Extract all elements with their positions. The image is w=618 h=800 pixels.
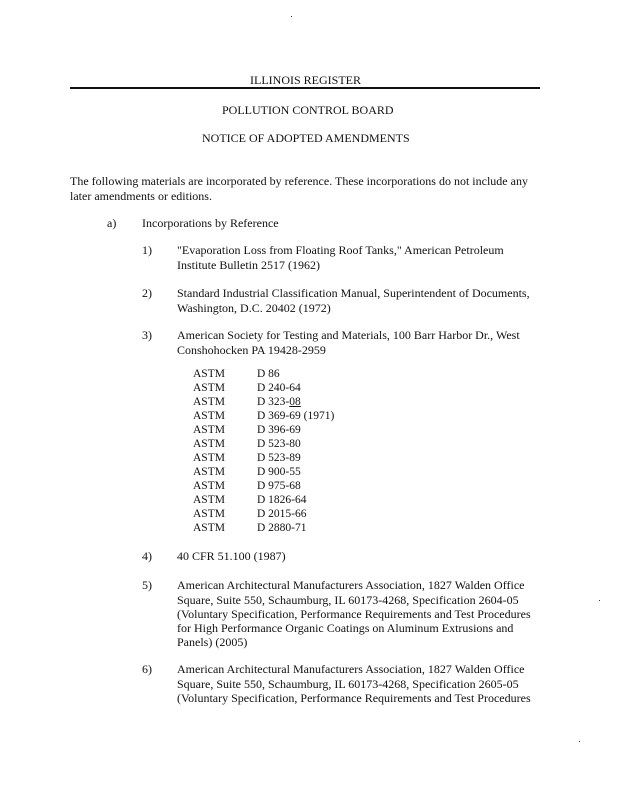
astm-row xyxy=(193,466,301,479)
scan-speck xyxy=(579,741,580,742)
item-number: 3) xyxy=(142,328,152,342)
item-number: 4) xyxy=(142,549,152,563)
astm-row xyxy=(193,410,334,423)
section-number: a) xyxy=(107,216,117,230)
astm-org: ASTM xyxy=(193,424,225,436)
astm-org: ASTM xyxy=(193,396,225,408)
astm-org: ASTM xyxy=(193,508,225,520)
astm-org: ASTM xyxy=(193,494,225,506)
astm-standard: D 523-89 xyxy=(257,452,301,464)
item-text-line: for High Performance Organic Coatings on Aluminum Extrusions and xyxy=(177,621,514,635)
scan-speck xyxy=(291,16,292,17)
item-number: 2) xyxy=(142,286,152,300)
astm-standard-amended-year: 08 xyxy=(289,396,301,408)
astm-standard: D 369-69 (1971) xyxy=(257,410,335,422)
item-number: 1) xyxy=(142,243,152,257)
item-text-line: 40 CFR 51.100 (1987) xyxy=(177,549,286,563)
astm-org: ASTM xyxy=(193,410,225,422)
astm-standard: D 2015-66 xyxy=(257,508,307,520)
register-title: ILLINOIS REGISTER xyxy=(250,73,361,87)
astm-standard: D 900-55 xyxy=(257,466,301,478)
item-number: 5) xyxy=(142,578,152,592)
scan-speck xyxy=(599,600,600,601)
astm-standard: D 240-64 xyxy=(257,382,301,394)
astm-org: ASTM xyxy=(193,382,225,394)
item-text-line: Conshohocken PA 19428-2959 xyxy=(177,343,326,357)
astm-row xyxy=(193,494,307,507)
item-text-line: (Voluntary Specification, Performance Requirements and Test Procedures xyxy=(177,691,531,705)
astm-org: ASTM xyxy=(193,438,225,450)
astm-org: ASTM xyxy=(193,368,225,380)
astm-row xyxy=(193,396,301,409)
item-text-line: Institute Bulletin 2517 (1962) xyxy=(177,258,320,272)
item-text-line: American Architectural Manufacturers Association, 1827 Walden Office xyxy=(177,662,525,676)
astm-org: ASTM xyxy=(193,480,225,492)
astm-row xyxy=(193,424,301,437)
item-text-line: Square, Suite 550, Schaumburg, IL 60173-4268, Specification 2604-05 xyxy=(177,593,519,607)
astm-org: ASTM xyxy=(193,452,225,464)
item-text-line: Panels) (2005) xyxy=(177,635,248,649)
item-text-line: (Voluntary Specification, Performance Requirements and Test Procedures xyxy=(177,607,531,621)
section-title: Incorporations by Reference xyxy=(142,216,279,230)
astm-standard: D 523-80 xyxy=(257,438,301,450)
astm-row xyxy=(193,522,307,535)
astm-standard: D 396-69 xyxy=(257,424,301,436)
astm-standard: D 323- xyxy=(257,396,290,408)
intro-line-2: later amendments or editions. xyxy=(70,189,212,203)
astm-row xyxy=(193,382,301,395)
item-text-line: Standard Industrial Classification Manual, Superintendent of Documents, xyxy=(177,286,530,300)
astm-row xyxy=(193,452,301,465)
item-number: 6) xyxy=(142,662,152,676)
header-rule xyxy=(70,87,540,89)
item-text-line: "Evaporation Loss from Floating Roof Tanks," American Petroleum xyxy=(177,243,504,257)
astm-org: ASTM xyxy=(193,466,225,478)
astm-org: ASTM xyxy=(193,522,225,534)
item-text-line: Square, Suite 550, Schaumburg, IL 60173-4268, Specification 2605-05 xyxy=(177,677,519,691)
astm-standard: D 975-68 xyxy=(257,480,301,492)
item-text-line: Washington, D.C. 20402 (1972) xyxy=(177,301,331,315)
astm-row xyxy=(193,508,307,521)
astm-row xyxy=(193,438,301,451)
item-text-line: American Architectural Manufacturers Association, 1827 Walden Office xyxy=(177,578,525,592)
notice-title: NOTICE OF ADOPTED AMENDMENTS xyxy=(202,131,410,145)
astm-standard: D 86 xyxy=(257,368,280,380)
astm-row xyxy=(193,480,301,493)
item-text-line: American Society for Testing and Materials, 100 Barr Harbor Dr., West xyxy=(177,328,520,342)
astm-standard: D 2880-71 xyxy=(257,522,307,534)
astm-standard: D 1826-64 xyxy=(257,494,307,506)
astm-row xyxy=(193,368,280,381)
agency-title: POLLUTION CONTROL BOARD xyxy=(222,103,394,117)
intro-line-1: The following materials are incorporated by reference. These incorporations do not include any xyxy=(70,174,528,188)
